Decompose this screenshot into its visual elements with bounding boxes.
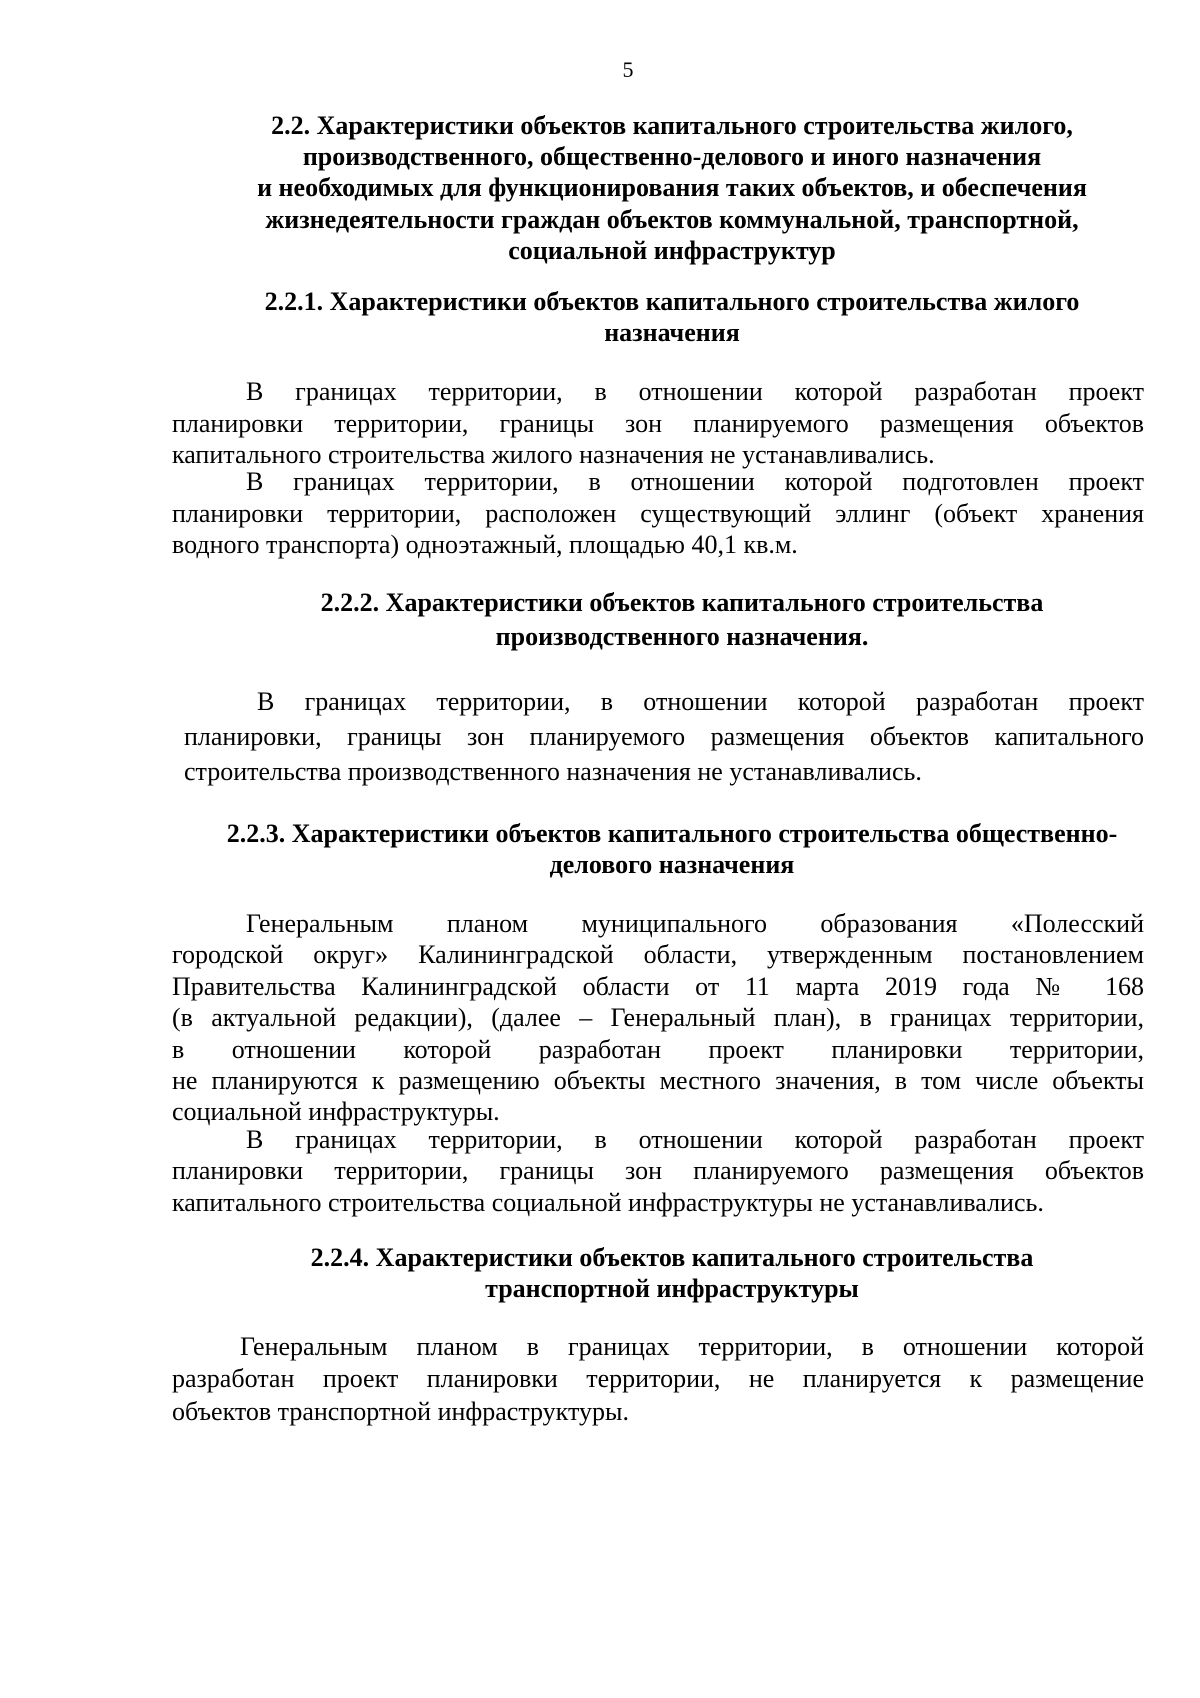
paragraph-line: Генеральным планом муниципального образования «Полесский — [246, 909, 1144, 938]
paragraph-2-2-3-a — [172, 908, 1144, 1128]
paragraph-line: планировки территории, расположен существующий эллинг (объект хранения — [172, 498, 1144, 528]
paragraph-line: Правительства Калининградской области от 11 марта 2019 года № 168 — [172, 971, 1144, 1001]
heading-line: транспортной инфраструктуры — [485, 1274, 859, 1303]
paragraph-2-2-1-a — [172, 376, 1144, 471]
section-heading-2-2-2 — [252, 586, 1112, 654]
paragraph-line: капитального строительства социальной инфраструктуры не устанавливались. — [172, 1187, 1044, 1217]
paragraph-line: планировки, границы зон планируемого размещения объектов капитального — [184, 722, 1144, 751]
heading-line: 2.2. Характеристики объектов капитального строительства жилого, — [271, 111, 1073, 140]
heading-line: производственного, общественно-делового и иного назначения — [302, 142, 1042, 172]
paragraph-line: городской округ» Калининградской области, утвержденным постановлением — [172, 940, 1144, 970]
paragraph-line: не планируются к размещению объекты местного значения, в том числе объекты — [172, 1066, 1144, 1096]
paragraph-line: планировки территории, границы зон планируемого размещения объектов — [172, 408, 1144, 438]
section-heading-2-2-4 — [172, 1242, 1172, 1304]
paragraph-line: В границах территории, в отношении которой разработан проект — [257, 687, 1144, 716]
heading-line: 2.2.2. Характеристики объектов капитального строительства — [320, 588, 1044, 617]
paragraph-2-2-3-b — [172, 1124, 1144, 1218]
paragraph-line: капитального строительства жилого назначения не устанавливались. — [172, 440, 935, 470]
paragraph-line: объектов транспортной инфраструктуры. — [172, 1396, 629, 1426]
heading-line: назначения — [604, 318, 740, 347]
paragraph-line: водного транспорта) одноэтажный, площадью 40,1 кв.м. — [172, 530, 798, 560]
section-heading-2-2-3 — [172, 818, 1172, 880]
paragraph-line: В границах территории, в отношении которой разработан проект — [246, 377, 1144, 406]
paragraph-2-2-2-a — [184, 684, 1144, 789]
paragraph-line: строительства производственного назначения не устанавливались. — [184, 757, 922, 786]
paragraph-line: В границах территории, в отношении которой подготовлен проект — [246, 467, 1144, 496]
heading-line: делового назначения — [549, 850, 795, 879]
heading-line: жизнедеятельности граждан объектов коммунальной, транспортной, — [265, 204, 1079, 234]
paragraph-2-2-1-b — [172, 466, 1144, 561]
heading-line: 2.2.4. Характеристики объектов капитального строительства — [310, 1243, 1034, 1272]
paragraph-line: планировки территории, границы зон планируемого размещения объектов — [172, 1156, 1144, 1186]
paragraph-line: (в актуальной редакции), (далее – Генеральный план), в границах территории, — [172, 1003, 1144, 1033]
paragraph-2-2-4-a — [172, 1331, 1144, 1428]
paragraph-line: социальной инфраструктуры. — [172, 1097, 500, 1127]
paragraph-line: Генеральным планом в границах территории, в отношении которой — [240, 1332, 1144, 1361]
heading-line: и необходимых для функционирования таких объектов, и обеспечения — [257, 173, 1087, 203]
section-heading-2-2 — [172, 110, 1172, 266]
section-heading-2-2-1 — [172, 286, 1172, 348]
paragraph-line: разработан проект планировки территории, не планируется к размещение — [172, 1364, 1144, 1394]
page-number: 5 — [622, 57, 634, 82]
paragraph-line: в отношении которой разработан проект планировки территории, — [172, 1034, 1144, 1064]
heading-line: 2.2.1. Характеристики объектов капитального строительства жилого — [264, 287, 1080, 316]
paragraph-line: В границах территории, в отношении которой разработан проект — [246, 1125, 1144, 1154]
heading-line: социальной инфраструктур — [508, 235, 836, 265]
heading-line: 2.2.3. Характеристики объектов капитального строительства общественно- — [226, 819, 1118, 848]
heading-line: производственного назначения. — [495, 622, 869, 651]
